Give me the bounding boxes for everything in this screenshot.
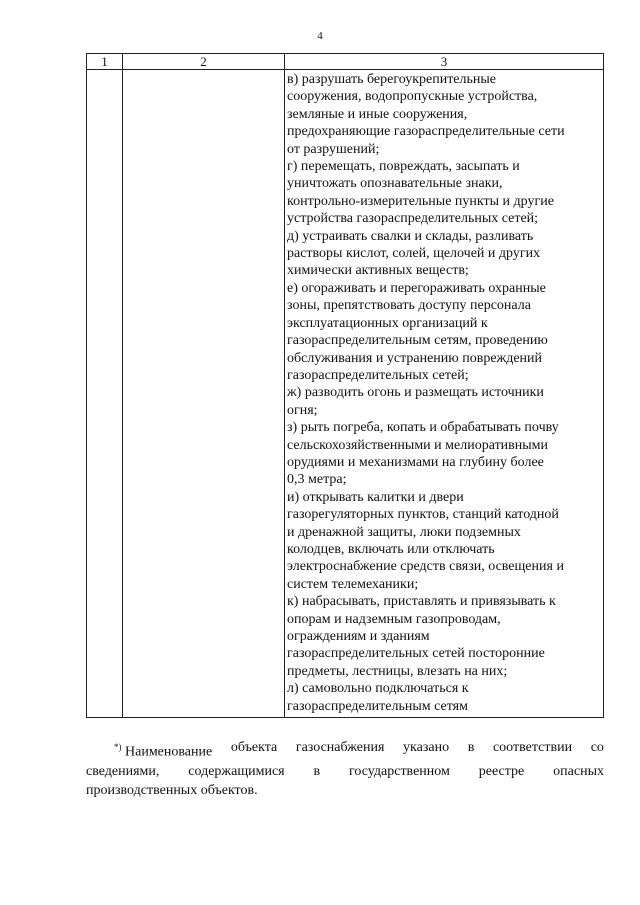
text-line: г) перемещать, повреждать, засыпать и — [287, 159, 520, 175]
text-line: газораспределительных сетей посторонние — [287, 646, 545, 662]
text-line: орудиями и механизмами на глубину более — [287, 454, 544, 470]
text-line: эксплуатационных организаций к — [287, 315, 488, 331]
page-number: 4 — [317, 30, 323, 42]
text-line: к) набрасывать, приставлять и привязывать к — [287, 594, 556, 610]
footnote-line-2 — [86, 762, 604, 781]
text-line: опорам и надземным газопроводам, — [287, 611, 501, 627]
text-line: 0,3 метра; — [287, 472, 347, 488]
text-line: ж) разводить огонь и размещать источники — [287, 385, 544, 401]
footnote-word: указано — [403, 740, 450, 755]
text-line: систем телемеханики; — [287, 576, 419, 592]
column-divider — [284, 54, 285, 717]
text-line: ограждениям и зданиям — [287, 629, 430, 644]
text-line: растворы кислот, солей, щелочей и других — [287, 246, 541, 262]
text-line: газораспределительным сетям — [287, 698, 468, 714]
text-line: е) огораживать и перегораживать охранные — [287, 280, 546, 296]
column-header-1: 1 — [101, 54, 108, 69]
text-line: д) устраивать свалки и склады, разливать — [287, 228, 534, 244]
text-line: электроснабжение средств связи, освещения и — [287, 559, 564, 575]
text-line: зоны, препятствовать доступу персонала — [287, 298, 531, 314]
footnote-word: государственном — [349, 763, 450, 779]
footnote-word: газоснабжения — [295, 740, 385, 755]
footnote-word-text: Наименование — [121, 744, 213, 760]
text-line: контрольно-измерительные пункты и другие — [287, 193, 554, 209]
text-line: и дренажной защиты, люки подземных — [287, 524, 521, 540]
footnote-marker: *) — [114, 742, 122, 752]
text-line: обслуживания и устранению повреждений — [287, 350, 543, 366]
text-line: газорегуляторных пунктов, станций катодной — [287, 507, 559, 523]
column-divider — [122, 54, 123, 717]
text-line: и) открывать калитки и двери — [287, 489, 464, 505]
footnote-word: в — [467, 740, 475, 755]
column-header-3: 3 — [440, 54, 448, 69]
column-header-2: 2 — [200, 54, 207, 69]
text-line: земляные и иные сооружения, — [287, 106, 468, 122]
text-line: сооружения, водопропускные устройства, — [287, 89, 538, 105]
text-line: газораспределительным сетям, проведению — [287, 333, 548, 349]
text-line: химически активных веществ; — [287, 263, 469, 279]
text-line: уничтожать опознавательные знаки, — [287, 176, 503, 192]
text-line: л) самовольно подключаться к — [287, 681, 469, 697]
text-line: предохраняющие газораспределительные сети — [287, 124, 565, 140]
text-line: з) рыть погреба, копать и обрабатывать почву — [287, 420, 559, 436]
text-line: газораспределительных сетей; — [287, 367, 469, 383]
table — [86, 53, 604, 718]
text-line: устройства газораспределительных сетей; — [287, 211, 539, 227]
footnote-line-1 — [86, 738, 604, 762]
footnote-word: в — [313, 763, 321, 779]
footnote-word: объекта — [230, 740, 278, 755]
footnote-word: содержащимися — [188, 763, 285, 779]
footnote — [86, 738, 604, 800]
footnote-word: соответствии — [492, 740, 573, 755]
footnote-word: сведениями, — [86, 763, 160, 779]
column-3-text — [287, 71, 601, 715]
footnote-line-3: производственных объектов. — [86, 782, 258, 798]
footnote-word: опасных — [553, 763, 604, 779]
text-line: огня; — [287, 402, 318, 418]
footnote-word — [114, 738, 212, 762]
header-divider — [87, 69, 603, 70]
text-line: колодцев, включать или отключать — [287, 541, 495, 557]
text-line: предметы, лестницы, влезать на них; — [287, 663, 508, 679]
footnote-word: реестре — [478, 763, 525, 779]
text-line: от разрушений; — [287, 141, 380, 157]
footnote-word: со — [590, 740, 604, 755]
text-line: сельскохозяйственными и мелиоративными — [287, 437, 549, 453]
text-line: в) разрушать берегоукрепительные — [287, 72, 497, 87]
